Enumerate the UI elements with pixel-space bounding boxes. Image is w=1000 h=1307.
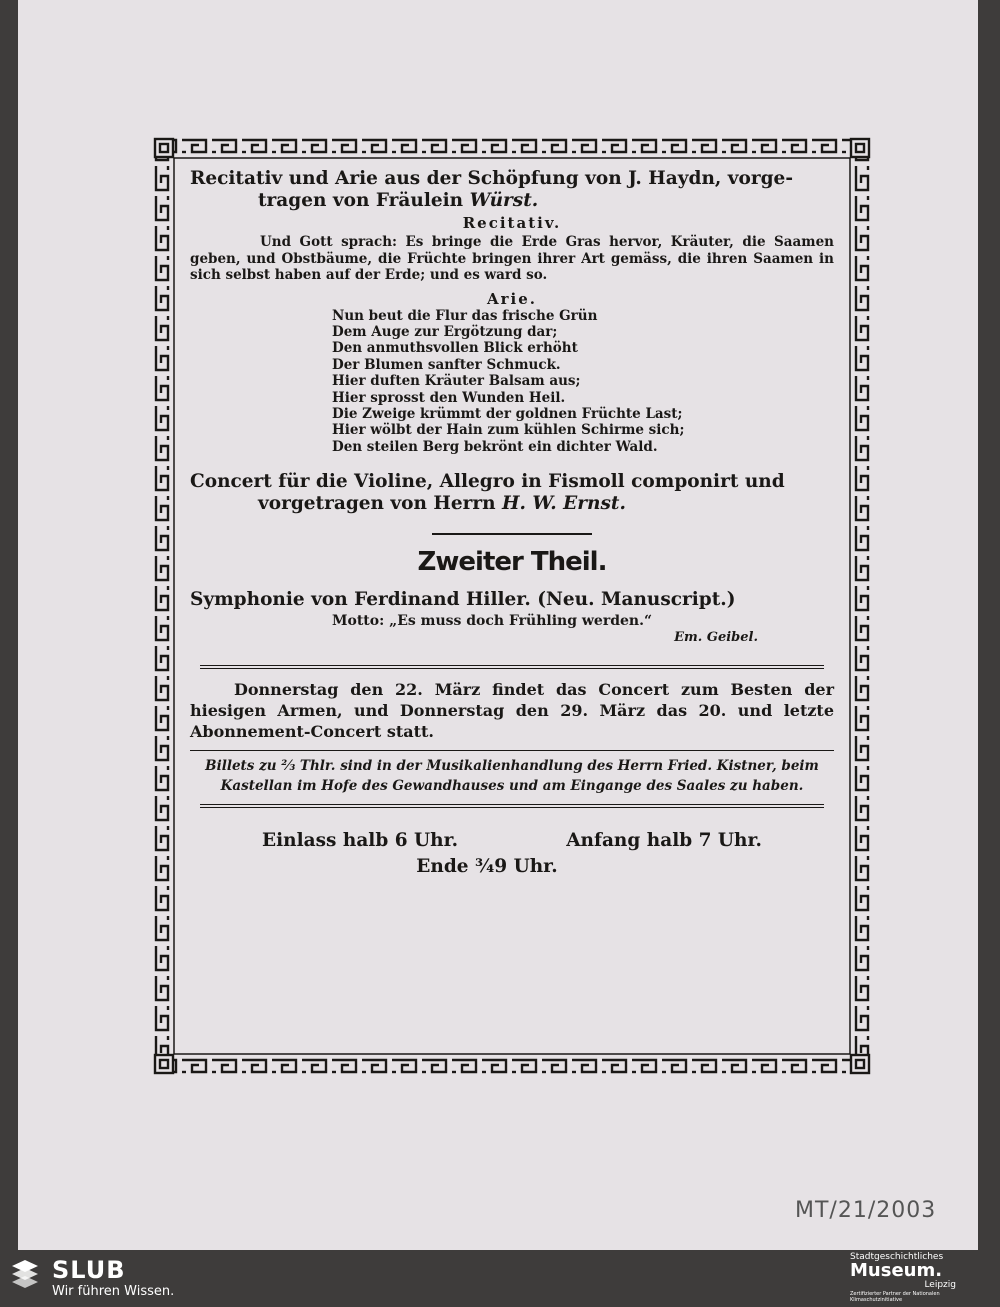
poem-line: Den steilen Berg bekrönt ein dichter Wald. [332,438,658,455]
arie-poem [190,308,834,456]
ende-time: Ende ¾9 Uhr. [416,856,558,878]
violinist-name: H. W. Ernst. [502,493,626,515]
poem-line: Hier wölbt der Hain zum kühlen Schirme sich; [332,422,685,439]
violin-line2 [190,493,834,515]
museum-note: Zertifizierter Partner der Nationalen Klimaschutzinitiative [850,1291,940,1303]
motto-author: Em. Geibel. [674,630,758,646]
haydn-heading [190,168,834,212]
tickets-info: Billets zu ⅔ Thlr. sind in der Musikalienhandlung des Herrn Fried. Kistner, beim Kastellan im Hofe des Gewandhauses und am Eingange des Saales zu haben. [205,758,819,795]
arie-label: Arie. [486,289,537,308]
violin-line1: Concert für die Violine, Allegro in Fismoll componirt und [190,471,785,493]
museum-small: Stadtgeschichtliches [850,1252,944,1262]
violin-concert-heading [190,471,834,515]
slub-brand: SLUB [52,1256,126,1284]
poem-line: Den anmuthsvollen Blick erhöht [332,340,578,357]
times-row [190,830,834,852]
footer-bar [0,1250,1000,1307]
divider-short [432,533,592,535]
divider-double-2 [200,804,824,808]
recitativ-label: Recitativ. [462,214,562,232]
museum-city: Leipzig [924,1280,956,1290]
slub-tagline: Wir führen Wissen. [52,1284,175,1299]
poem-line: Hier duften Kräuter Balsam aus; [332,373,581,390]
programme-content [190,168,834,878]
poem-line: Der Blumen sanfter Schmuck. [332,356,561,373]
haydn-heading-line2-text: tragen von Fräulein [258,190,470,211]
shelfmark: MT/21/2003 [795,1198,937,1223]
announcement-text: Donnerstag den 22. März findet das Concert zum Besten der hiesigen Armen, und Donnerstag den 29. März das 20. und letzte Abonnement-Concert statt. [190,680,834,742]
slub-logo-icon [8,1260,42,1296]
poem-line: Die Zweige krümmt der goldnen Früchte Last; [332,405,683,422]
museum-logo [850,1252,990,1303]
singer-name: Würst. [469,190,539,211]
divider-thin [190,750,834,751]
recitativ-text: Und Gott sprach: Es bringe die Erde Gras hervor, Kräuter, die Saamen geben, und Obstbäume, die Früchte bringen ihrer Art gemäss, die ihren Saamen in sich selbst haben auf der Erde; und es ward so. [190,234,834,283]
einlass-time: Einlass halb 6 Uhr. [262,830,459,852]
poem-line: Dem Auge zur Ergötzung dar; [332,323,558,340]
motto: Motto: „Es muss doch Frühling werden.“ [332,613,653,630]
divider-double [200,665,824,669]
violin-line2-text: vorgetragen von Herrn [258,493,503,515]
anfang-time: Anfang halb 7 Uhr. [566,830,762,852]
museum-big: Museum. [850,1260,943,1281]
haydn-heading-line1: Recitativ und Arie aus der Schöpfung von J. Haydn, vorge- [190,168,794,189]
haydn-heading-line2 [190,190,834,212]
poem-line: Nun beut die Flur das frische Grün [332,307,598,324]
part-two-title: Zweiter Theil. [417,547,607,578]
symphony-line: Symphonie von Ferdinand Hiller. (Neu. Manuscript.) [190,589,736,611]
poem-line: Hier sprosst den Wunden Heil. [332,389,566,406]
